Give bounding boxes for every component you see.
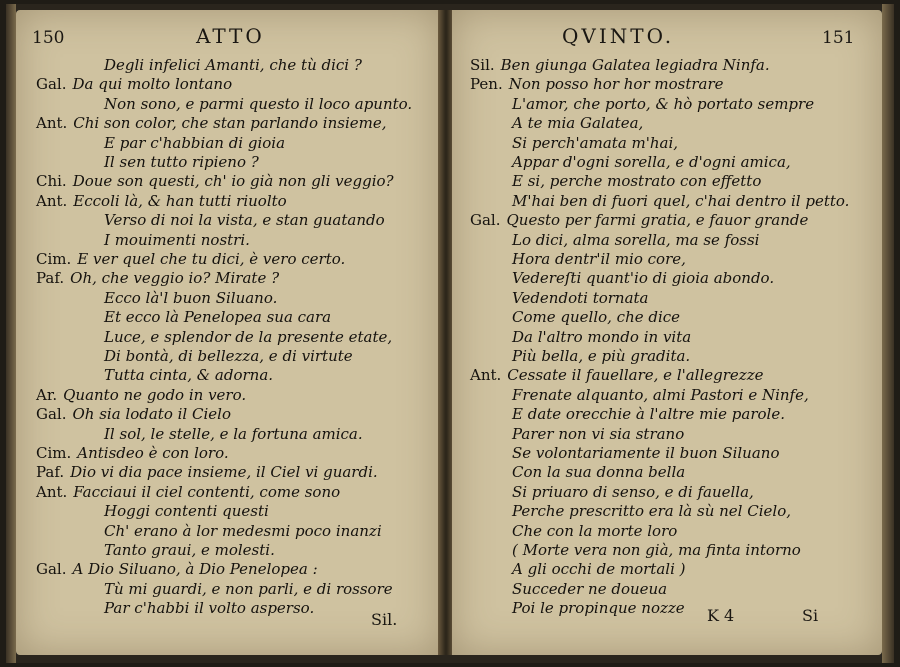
speaker-label: Ar. <box>36 385 58 404</box>
verse-text: Non sono, e parmi questo il loco apunto. <box>104 94 413 113</box>
speaker-label: Sil. <box>470 56 495 74</box>
verse-text: Da qui molto lontano <box>72 75 233 94</box>
speaker-label: Ant. <box>470 366 502 385</box>
verse-text: A gli occhi de mortali ) <box>512 560 686 579</box>
book-edge-left <box>6 4 16 663</box>
verse-text: Chi son color, che stan parlando insieme, <box>73 114 387 133</box>
page-number-left: 150 <box>32 28 65 48</box>
verse-text: Succeder ne doueua <box>512 579 668 598</box>
verse-text: Frenate alquanto, almi Pastori e Ninfe, <box>512 385 809 404</box>
speaker-label: Paf. <box>36 269 65 288</box>
running-head-right: QVINTO. <box>562 24 675 48</box>
speaker-label: Ant. <box>36 191 68 210</box>
verse-text: Vedendoti tornata <box>512 288 649 307</box>
page-number-right: 151 <box>822 28 855 48</box>
verse-text: Tutta cinta, & adorna. <box>104 366 274 385</box>
verse-text: Non posso hor hor mostrare <box>508 75 724 94</box>
verse-text: Ben giunga Galatea legiadra Ninfa. <box>500 56 770 74</box>
open-book <box>6 4 894 663</box>
verse-text: Antisdeo è con loro. <box>77 444 229 462</box>
speaker-label: Gal. <box>36 560 67 579</box>
catchword-right: Si <box>802 606 819 625</box>
verse-text: Perche prescritto era là sù nel Cielo, <box>512 502 791 521</box>
verse-text: Che con la morte loro <box>512 521 678 540</box>
verse-text: Poi le propinque nozze <box>512 599 685 618</box>
verse-text: Eccoli là, & han tutti riuolto <box>73 191 287 210</box>
verse-text: Oh, che veggio io? Mirate ? <box>70 269 280 288</box>
speaker-label: Gal. <box>36 75 67 94</box>
speaker-label: Ant. <box>36 114 68 133</box>
verse-text: Il sen tutto ripieno ? <box>104 153 259 171</box>
verse-text: Doue son questi, ch' io già non gli veggio? <box>72 172 394 191</box>
verse-text: M'hai ben di fuori quel, c'hai dentro il petto. <box>512 191 850 210</box>
verse-text: Dio vi dia pace insieme, il Ciel vi guardi. <box>70 463 378 482</box>
speaker-label: Ant. <box>36 482 68 501</box>
speaker-label: Chi. <box>36 172 67 191</box>
verse-text: Hoggi contenti questi <box>104 502 269 521</box>
verse-text: Et ecco là Penelopea sua cara <box>104 308 332 327</box>
verse-text: Lo dici, alma sorella, ma se fossi <box>512 230 760 249</box>
verse-text: Appar d'ogni sorella, e d'ogni amica, <box>512 153 791 171</box>
verse-text: I mouimenti nostri. <box>104 230 250 249</box>
verse-text: Se volontariamente il buon Siluano <box>512 444 780 462</box>
speaker-label: Gal. <box>36 405 67 424</box>
signature-mark: K 4 <box>707 606 735 625</box>
verse-text: Luce, e splendor de la presente etate, <box>104 327 393 346</box>
verse-text: Verso di noi la vista, e stan guatando <box>104 211 385 230</box>
page-right <box>452 10 882 655</box>
speaker-label: Pen. <box>470 75 503 94</box>
text-line <box>512 597 685 619</box>
verse-text: E si, perche mostrato con effetto <box>512 172 762 191</box>
verse-text: Hora dentr'il mio core, <box>512 250 686 268</box>
verse-text: Vedereſti quant'io di gioia abondo. <box>512 269 775 288</box>
verse-text: Con la sua donna bella <box>512 463 686 482</box>
verse-text: L'amor, che porto, & hò portato sempre <box>512 94 815 113</box>
catchword-left: Sil. <box>371 610 398 629</box>
verse-text: A te mia Galatea, <box>512 114 644 133</box>
verse-text: Questo per farmi gratia, e fauor grande <box>506 211 809 230</box>
verse-text: Tanto graui, e molesti. <box>104 541 275 559</box>
verse-text: E par c'habbian di gioia <box>104 133 286 152</box>
book-edge-right <box>882 4 894 663</box>
verse-text: Più bella, e più gradita. <box>512 347 691 365</box>
verse-text: Come quello, che dice <box>512 308 681 327</box>
verse-text: A Dio Siluano, à Dio Penelopea : <box>72 560 318 579</box>
verse-text: Si priuaro di senso, e di fauella, <box>512 482 754 501</box>
verse-text: Oh sia lodato il Cielo <box>72 405 231 424</box>
verse-text: Cessate il fauellare, e l'allegrezze <box>507 366 764 385</box>
speaker-label: Cim. <box>36 250 72 268</box>
speaker-label: Gal. <box>470 211 501 230</box>
verse-text: Da l'altro mondo in vita <box>512 327 692 346</box>
verse-text: Tù mi guardi, e non parli, e di rossore <box>104 579 393 598</box>
verse-text: Ch' erano à lor medesmi poco inanzi <box>104 521 382 540</box>
verse-text: Di bontà, di bellezza, e di virtute <box>104 347 353 365</box>
verse-text: Par c'habbi il volto asperso. <box>104 599 315 618</box>
verse-text: Degli infelici Amanti, che tù dici ? <box>104 56 362 74</box>
verse-text: Si perch'amata m'hai, <box>512 133 679 152</box>
verse-text: Facciaui il ciel contenti, come sono <box>73 482 341 501</box>
verse-text: E ver quel che tu dici, è vero certo. <box>77 250 346 268</box>
speaker-label: Paf. <box>36 463 65 482</box>
speaker-label: Cim. <box>36 444 72 462</box>
verse-text: Parer non vi sia strano <box>512 424 685 443</box>
verse-text: Ecco là'l buon Siluano. <box>104 288 278 307</box>
page-left <box>16 10 440 655</box>
running-head-left: ATTO <box>196 24 265 48</box>
text-line <box>104 597 314 619</box>
verse-text: Quanto ne godo in vero. <box>63 385 247 404</box>
verse-text: ( Morte vera non già, ma finta intorno <box>512 541 801 559</box>
verse-text: E date orecchie à l'altre mie parole. <box>512 405 785 424</box>
verse-text: Il sol, le stelle, e la fortuna amica. <box>104 424 363 443</box>
